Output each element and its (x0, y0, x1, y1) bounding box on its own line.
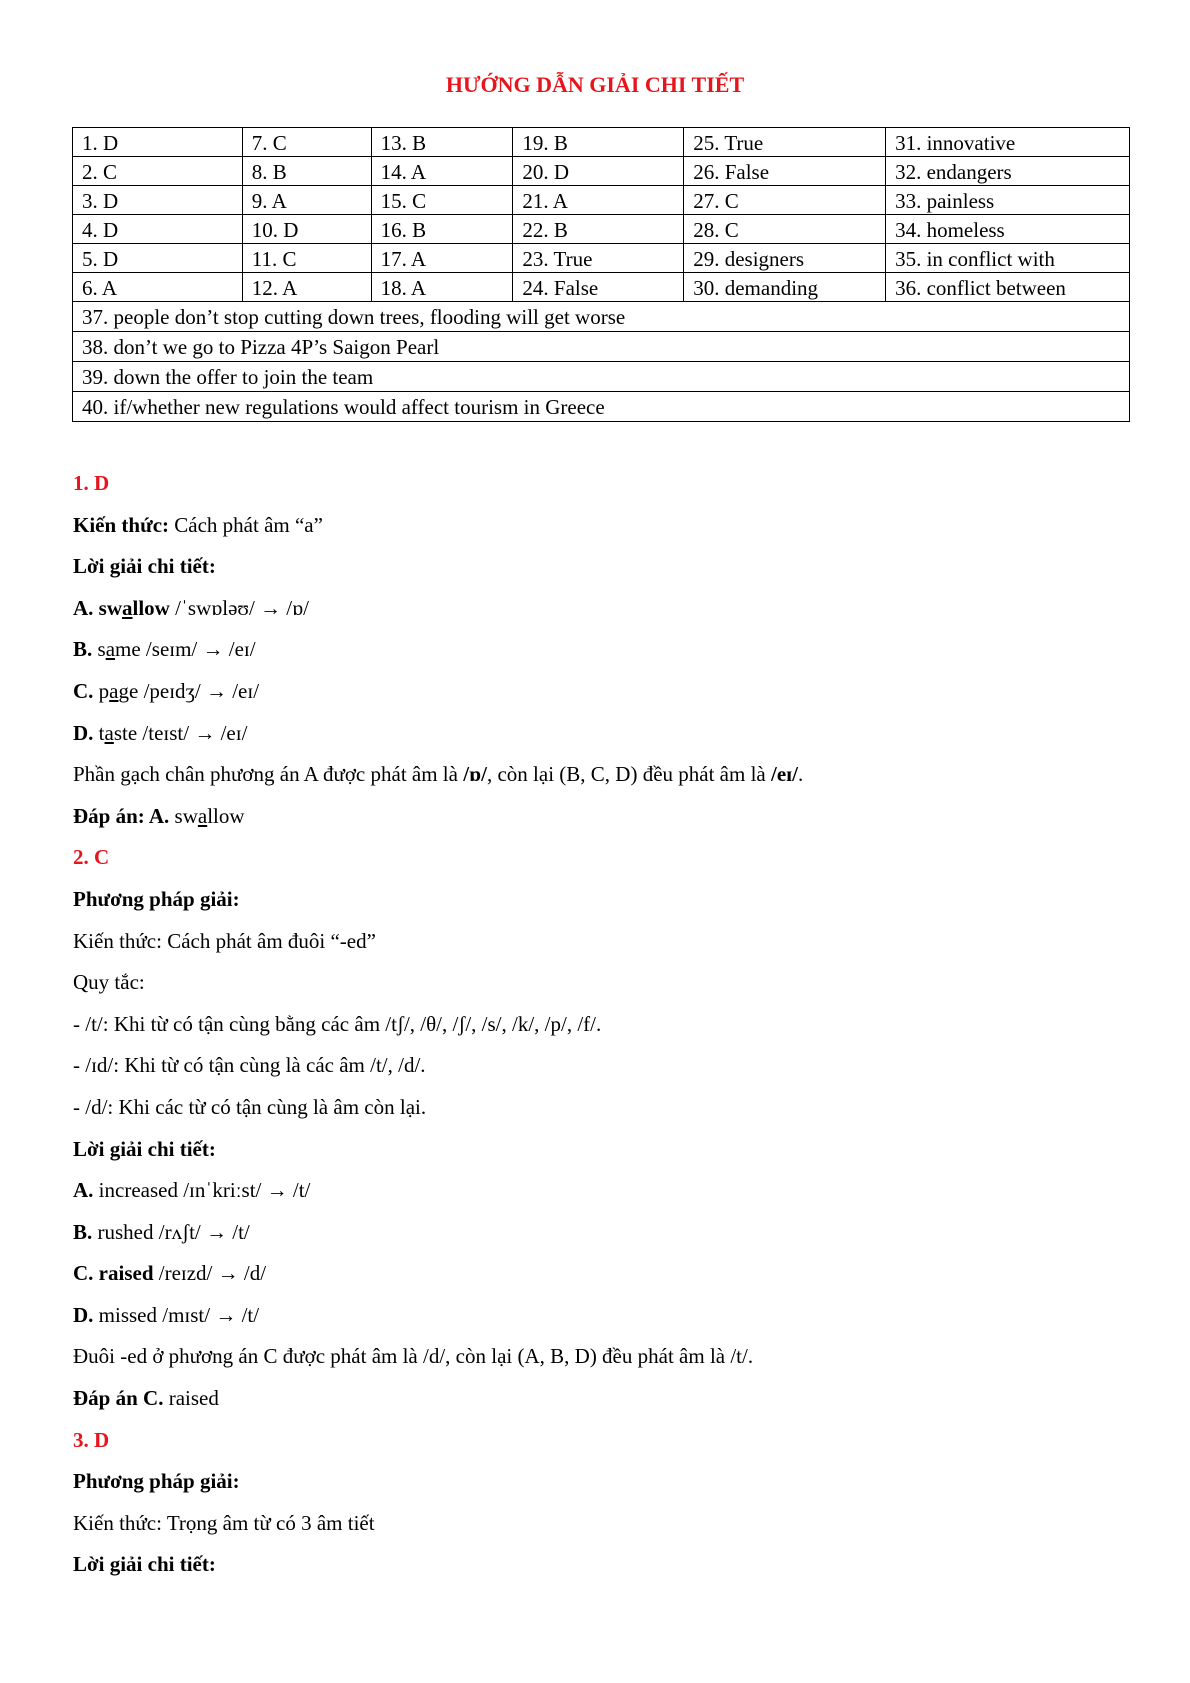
question-heading: 1. D (73, 471, 110, 495)
answer-cell: 39. down the offer to join the team (73, 362, 1130, 392)
option-d: D. taste /teɪst/ → /eɪ/ (73, 720, 248, 745)
explanation: Đuôi -ed ở phương án C được phát âm là /d/, còn lại (A, B, D) đều phát âm là /t/. (73, 1344, 754, 1369)
answer-cell: 26. False (684, 157, 886, 186)
answer-cell: 6. A (73, 273, 243, 302)
answer-cell: 30. demanding (684, 273, 886, 302)
solution-label: Lời giải chi tiết: (73, 1136, 216, 1161)
answer-key-table (72, 127, 1130, 422)
option-d: D. missed /mɪst/ → /t/ (73, 1302, 260, 1327)
answer-cell: 3. D (73, 186, 243, 215)
method-label: Phương pháp giải: (73, 1469, 240, 1494)
answer-cell: 1. D (73, 128, 243, 157)
option-a: A. swallow /ˈswɒləʊ/ → /ɒ/ (73, 595, 309, 620)
answer-cell: 36. conflict between (886, 273, 1130, 302)
answer-row-full (73, 332, 1130, 362)
answer-row-full (73, 392, 1130, 422)
answer-cell: 25. True (684, 128, 886, 157)
solution-content (73, 463, 1123, 1586)
answer-cell: 16. B (371, 215, 513, 244)
answer-cell: 18. A (371, 273, 513, 302)
answer-cell: 28. C (684, 215, 886, 244)
answer-cell: 4. D (73, 215, 243, 244)
answer-cell: 22. B (513, 215, 684, 244)
answer-cell: 8. B (242, 157, 371, 186)
answer-cell: 24. False (513, 273, 684, 302)
answer-cell: 23. True (513, 244, 684, 273)
answer-cell: 27. C (684, 186, 886, 215)
answer-cell: 2. C (73, 157, 243, 186)
option-a: A. increased /ɪnˈkriːst/ → /t/ (73, 1178, 311, 1203)
answer-cell: 7. C (242, 128, 371, 157)
solution-label: Lời giải chi tiết: (73, 554, 216, 579)
knowledge-line: Kiến thức: Cách phát âm “a” (73, 512, 323, 537)
rule-line: - /ɪd/: Khi từ có tận cùng là các âm /t/, /d/. (73, 1053, 426, 1078)
answer-cell: 32. endangers (886, 157, 1130, 186)
answer-cell: 20. D (513, 157, 684, 186)
answer-cell: 14. A (371, 157, 513, 186)
answer-row (73, 186, 1130, 215)
answer-cell: 17. A (371, 244, 513, 273)
method-label: Phương pháp giải: (73, 886, 240, 911)
answer-cell: 38. don’t we go to Pizza 4P’s Saigon Pearl (73, 332, 1130, 362)
answer-cell: 31. innovative (886, 128, 1130, 157)
answer-cell: 10. D (242, 215, 371, 244)
explanation: Phần gạch chân phương án A được phát âm là /ɒ/, còn lại (B, C, D) đều phát âm là /eɪ/. (73, 762, 804, 787)
answer-row (73, 273, 1130, 302)
answer-row-full (73, 362, 1130, 392)
option-c: C. raised /reɪzd/ → /d/ (73, 1261, 267, 1286)
answer-line: Đáp án: A. swallow (73, 803, 245, 828)
knowledge-line: Kiến thức: Cách phát âm đuôi “-ed” (73, 928, 376, 953)
answer-cell: 9. A (242, 186, 371, 215)
answer-cell: 34. homeless (886, 215, 1130, 244)
answer-cell: 40. if/whether new regulations would affect tourism in Greece (73, 392, 1130, 422)
answer-cell: 15. C (371, 186, 513, 215)
answer-cell: 35. in conflict with (886, 244, 1130, 273)
knowledge-line: Kiến thức: Trọng âm từ có 3 âm tiết (73, 1510, 375, 1535)
answer-row (73, 157, 1130, 186)
answer-line: Đáp án C. raised (73, 1386, 219, 1411)
answer-cell: 29. designers (684, 244, 886, 273)
answer-cell: 21. A (513, 186, 684, 215)
answer-row (73, 128, 1130, 157)
answer-row-full (73, 302, 1130, 332)
answer-cell: 12. A (242, 273, 371, 302)
question-heading: 2. C (73, 845, 110, 870)
answer-row (73, 215, 1130, 244)
answer-row (73, 244, 1130, 273)
option-c: C. page /peɪdʒ/ → /eɪ/ (73, 678, 260, 703)
rule-title: Quy tắc: (73, 970, 145, 995)
rule-line: - /d/: Khi các từ có tận cùng là âm còn lại. (73, 1094, 427, 1119)
rule-line: - /t/: Khi từ có tận cùng bằng các âm /tʃ/, /θ/, /ʃ/, /s/, /k/, /p/, /f/. (73, 1011, 602, 1036)
answer-cell: 19. B (513, 128, 684, 157)
answer-cell: 33. painless (886, 186, 1130, 215)
option-b: B. same /seɪm/ → /eɪ/ (73, 637, 256, 662)
answer-cell: 5. D (73, 244, 243, 273)
question-heading: 3. D (73, 1427, 110, 1452)
answer-cell: 11. C (242, 244, 371, 273)
answer-cell: 37. people don’t stop cutting down trees, flooding will get worse (73, 302, 1130, 332)
solution-label: Lời giải chi tiết: (73, 1552, 216, 1577)
option-b: B. rushed /rʌʃt/ → /t/ (73, 1219, 250, 1244)
page-title: HƯỚNG DẪN GIẢI CHI TIẾT (445, 72, 745, 97)
answer-cell: 13. B (371, 128, 513, 157)
